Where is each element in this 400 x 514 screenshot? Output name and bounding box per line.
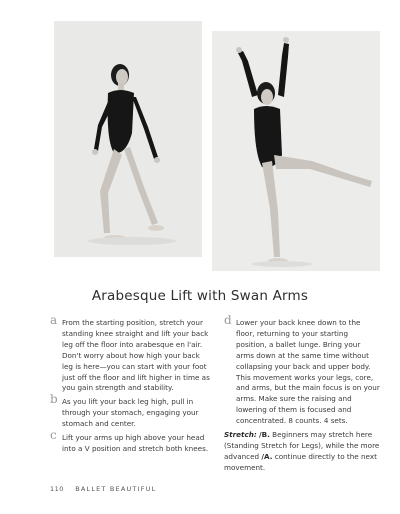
page-footer — [50, 485, 156, 493]
step-text: As you lift your back leg high, pull in through your stomach, engaging your stomach and center. — [62, 397, 199, 429]
step-b — [50, 392, 210, 430]
exercise-title: Arabesque Lift with Swan Arms — [91, 288, 309, 304]
step-text: Lift your arms up high above your head into a V position and stretch both knees. — [62, 433, 209, 453]
stretch-code-beginner: /B. — [259, 430, 270, 440]
step-letter: b — [50, 392, 58, 407]
photo-arabesque-lift — [212, 31, 380, 271]
step-text: From the starting position, stretch your standing knee straight and lift your back leg off the floor into arabesque en l'air. Don't worry about how high your back leg is here—you can start with your foot just off the floor and lift higher in time as you gain strength and stability. — [62, 318, 210, 393]
photo-starting-lunge — [54, 21, 202, 257]
step-d — [224, 313, 380, 427]
stretch-note — [224, 430, 380, 474]
step-c — [50, 428, 210, 455]
step-letter: c — [50, 428, 57, 443]
stretch-code-advanced: /A. — [261, 451, 273, 461]
stretch-text-2: continue directly to the next movement. — [224, 451, 377, 472]
page-number: 110 — [50, 485, 64, 493]
step-letter: a — [50, 313, 58, 327]
step-text: Lower your back knee down to the floor, returning to your starting position, a ballet lunge. Bring your arms down at the same time without collapsing your back and upper body. This movement works your legs, core, and arms, but the main focus is on your arms. Make sure the raising and lowering of them is focused and concentrated. 8 counts. 4 sets. — [236, 318, 380, 426]
step-letter: d — [224, 313, 232, 327]
dancer-lunge-figure — [54, 21, 202, 257]
instructions-right-column — [224, 313, 380, 474]
stretch-lead: Stretch: — [224, 430, 257, 440]
book-title: BALLET BEAUTIFUL — [75, 485, 157, 493]
stretch-text-1: Beginners may stretch here (Standing Stretch for Legs), while the more advanced — [224, 430, 380, 461]
instructions-left-column — [50, 313, 210, 458]
step-a — [50, 313, 210, 394]
dancer-arabesque-figure — [212, 31, 380, 271]
